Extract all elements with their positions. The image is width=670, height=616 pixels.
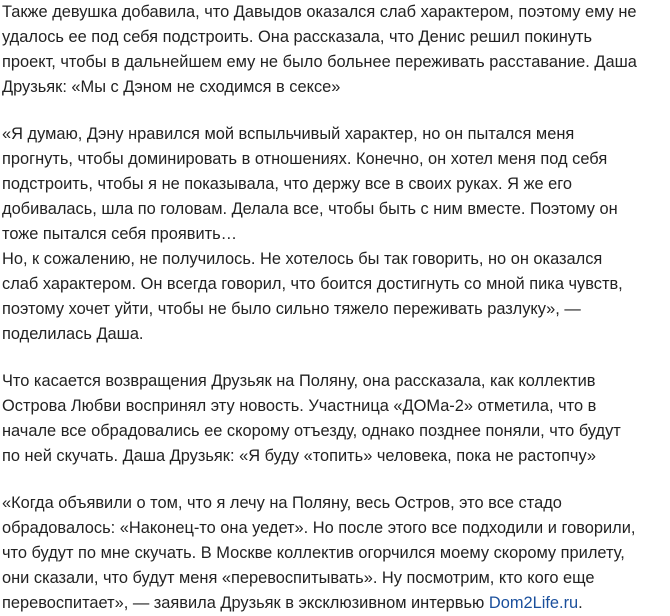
text-line: «Я думаю, Дэну нравился мой вспыльчивый характер, но он пытался меня — [2, 125, 575, 143]
article-body — [2, 0, 670, 616]
text-line — [2, 591, 670, 616]
text-line: «Когда объявили о том, что я лечу на Поляну, весь Остров, это все стадо — [2, 494, 562, 512]
text-line: что будут по мне скучать. В Москве коллектив огорчился моему скорому прилету, — [2, 544, 625, 562]
paragraph-3 — [2, 369, 670, 469]
text-line: добивалась, шла по головам. Делала все, чтобы быть с ним вместе. Поэтому он — [2, 200, 618, 218]
text-line: начале все обрадовались ее скорому отъезду, однако позднее поняли, что будут — [2, 422, 621, 440]
text-line: Но, к сожалению, не получилось. Не хотелось бы так говорить, но он оказался — [2, 250, 603, 268]
last-line-end: . — [578, 594, 583, 612]
text-line: Острова Любви воспринял эту новость. Участница «ДОМа-2» отметила, что в — [2, 397, 597, 415]
text-line: по ней скучать. Даша Друзьяк: «Я буду «топить» человека, пока не растопчу» — [2, 447, 596, 465]
paragraph-spacer — [2, 347, 670, 369]
text-line: тоже пытался себя проявить… — [2, 225, 238, 243]
text-line: Что касается возвращения Друзьяк на Поляну, она рассказала, как коллектив — [2, 372, 596, 390]
text-line: Также девушка добавила, что Давыдов оказался слаб характером, поэтому ему не — [2, 3, 637, 21]
paragraph-4-quote — [2, 491, 670, 616]
text-line: поделилась Даша. — [2, 325, 144, 343]
paragraph-1 — [2, 0, 670, 100]
source-link[interactable]: Dom2Life.ru — [488, 594, 579, 612]
text-line: поэтому хочет уйти, чтобы не было сильно тяжело переживать разлуку», — — [2, 300, 581, 318]
last-line-text: перевоспитает», — заявила Друзьяк в эксклюзивном интервью — [2, 594, 489, 612]
text-line: Друзьяк: «Мы с Дэном не сходимся в сексе» — [2, 78, 341, 96]
text-line: проект, чтобы в дальнейшем ему не было больнее переживать расставание. Даша — [2, 53, 637, 71]
paragraph-spacer — [2, 100, 670, 122]
text-line: удалось ее под себя подстроить. Она рассказала, что Денис решил покинуть — [2, 28, 592, 46]
text-line: прогнуть, чтобы доминировать в отношениях. Конечно, он хотел меня под себя — [2, 150, 608, 168]
text-line: подстроить, чтобы я не показывала, что держу все в своих руках. Я же его — [2, 175, 573, 193]
text-line: обрадовалось: «Наконец-то она уедет». Но после этого все подходили и говорили, — [2, 519, 636, 537]
paragraph-2-quote — [2, 122, 670, 347]
paragraph-spacer — [2, 469, 670, 491]
text-line: они сказали, что будут меня «перевоспитывать». Ну посмотрим, кто кого еще — [2, 569, 595, 587]
text-line: слаб характером. Он всегда говорил, что боится достигнуть со мной пика чувств, — [2, 275, 623, 293]
